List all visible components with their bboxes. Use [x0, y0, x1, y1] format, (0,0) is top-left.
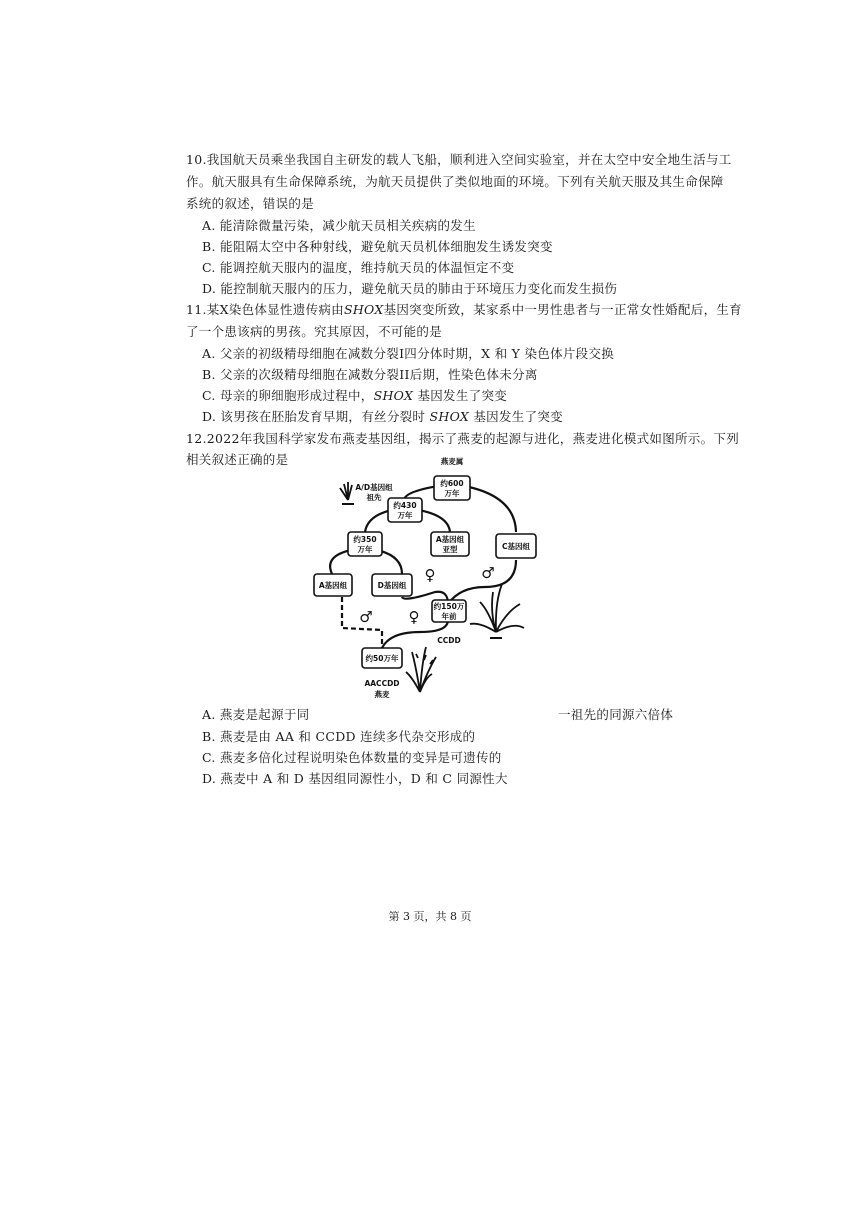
q12-stem-line-2: 相关叙述正确的是	[186, 452, 289, 467]
q11-option-c-text-b: 基因发生了突变	[413, 388, 508, 403]
q11-option-d-text-b: 基因发生了突变	[469, 409, 563, 424]
oat-plant-icon	[406, 647, 436, 692]
q12-option-a-right: 一祖先的同源六倍体	[558, 707, 674, 722]
q11-option-d-text-a: D. 该男孩在胚胎发育早期，有丝分裂时	[202, 409, 430, 424]
page-footer: 第 3 页，共 8 页	[388, 910, 472, 923]
q12-stem-line-1: 12.2022年我国科学家发布燕麦基因组，揭示了燕麦的起源与进化，燕麦进化模式如图所示。下列	[186, 431, 739, 446]
node-430-label-2: 万年	[397, 511, 413, 520]
q10-option-d: D. 能控制航天服内的压力，避免航天员的肺由于环境压力变化而发生损伤	[202, 281, 618, 296]
d-genome-label: D基因组	[377, 581, 407, 590]
female-symbol-1: ♀	[424, 566, 436, 584]
q11-option-c-gene: SHOX	[373, 388, 414, 403]
q10-stem-line-1: 10.我国航天员乘坐我国自主研发的载人飞船，顺利进入空间实验室，并在太空中安全地生活与工	[186, 152, 732, 167]
male-symbol-2: ♂	[359, 608, 373, 626]
q12-option-a-left: A. 燕麦是起源于同	[202, 707, 310, 722]
female-symbol-2: ♀	[408, 608, 420, 626]
q10-option-a: A. 能清除微量污染，减少航天员相关疾病的发生	[202, 218, 476, 233]
node-350-label-1: 约350	[353, 535, 377, 544]
ccdd-label: CCDD	[437, 636, 461, 645]
male-symbol-1: ♂	[481, 564, 495, 582]
q10-stem-line-2: 作。航天服具有生命保障系统，为航天员提供了类似地面的环境。下列有关航天服及其生命保障	[186, 174, 724, 189]
q11-option-c-text-a: C. 母亲的卵细胞形成过程中，	[202, 388, 374, 403]
q11-option-a: A. 父亲的初级精母细胞在减数分裂I四分体时期，X 和 Y 染色体片段交换	[202, 346, 615, 361]
q12-option-c: C. 燕麦多倍化过程说明染色体数量的变异是可遗传的	[202, 750, 502, 765]
ad-ancestor-label-2: 祖先	[366, 493, 382, 502]
q10-stem-line-3: 系统的叙述，错误的是	[186, 196, 315, 211]
q11-stem-text-b: 基因突变所致，某家系中一男性患者与一正常女性婚配后，生育	[383, 302, 742, 317]
node-600-label-2: 万年	[444, 489, 460, 498]
c-genome-label: C基因组	[501, 542, 531, 551]
oat-label: 燕麦	[374, 690, 390, 699]
node-430-label-1: 约430	[393, 501, 417, 510]
q11-gene-name: SHOX	[343, 302, 384, 317]
ccdd-plant-icon	[470, 584, 524, 638]
oat-evolution-diagram	[318, 452, 540, 702]
q10-option-b: B. 能阻隔太空中各种射线，避免航天员机体细胞发生诱发突变	[202, 239, 553, 254]
q11-stem-text-a: 11.某X染色体显性遗传病由	[186, 302, 344, 317]
q11-option-b: B. 父亲的次级精母细胞在减数分裂II后期，性染色体未分离	[202, 367, 538, 382]
node-50-label: 约50万年	[365, 654, 399, 663]
aaccdd-label: AACCDD	[364, 679, 400, 688]
node-600-label-1: 约600	[440, 479, 464, 488]
q11-option-c	[202, 388, 507, 404]
a-subtype-label-1: A基因组	[435, 535, 465, 544]
ancestor-plant-icon	[340, 482, 354, 504]
node-150-label-1: 约150万	[433, 602, 465, 611]
q10-option-c: C. 能调控航天服内的温度，维持航天员的体温恒定不变	[202, 260, 515, 275]
q11-option-d	[202, 409, 563, 425]
a-genome-label: A基因组	[318, 581, 348, 590]
q11-stem-line-2: 了一个患该病的男孩。究其原因，不可能的是	[186, 324, 443, 339]
a-subtype-label-2: 亚型	[442, 545, 458, 554]
oat-genus-label: 燕麦属	[440, 457, 464, 466]
q12-option-b: B. 燕麦是由 AA 和 CCDD 连续多代杂交形成的	[202, 729, 476, 744]
q12-option-d: D. 燕麦中 A 和 D 基因组同源性小，D 和 C 同源性大	[202, 771, 508, 786]
q11-option-d-gene: SHOX	[429, 409, 470, 424]
ad-ancestor-label-1: A/D基因组	[355, 483, 393, 492]
node-150-label-2: 年前	[441, 612, 457, 621]
q11-stem-line-1	[186, 302, 742, 318]
node-350-label-2: 万年	[357, 545, 373, 554]
